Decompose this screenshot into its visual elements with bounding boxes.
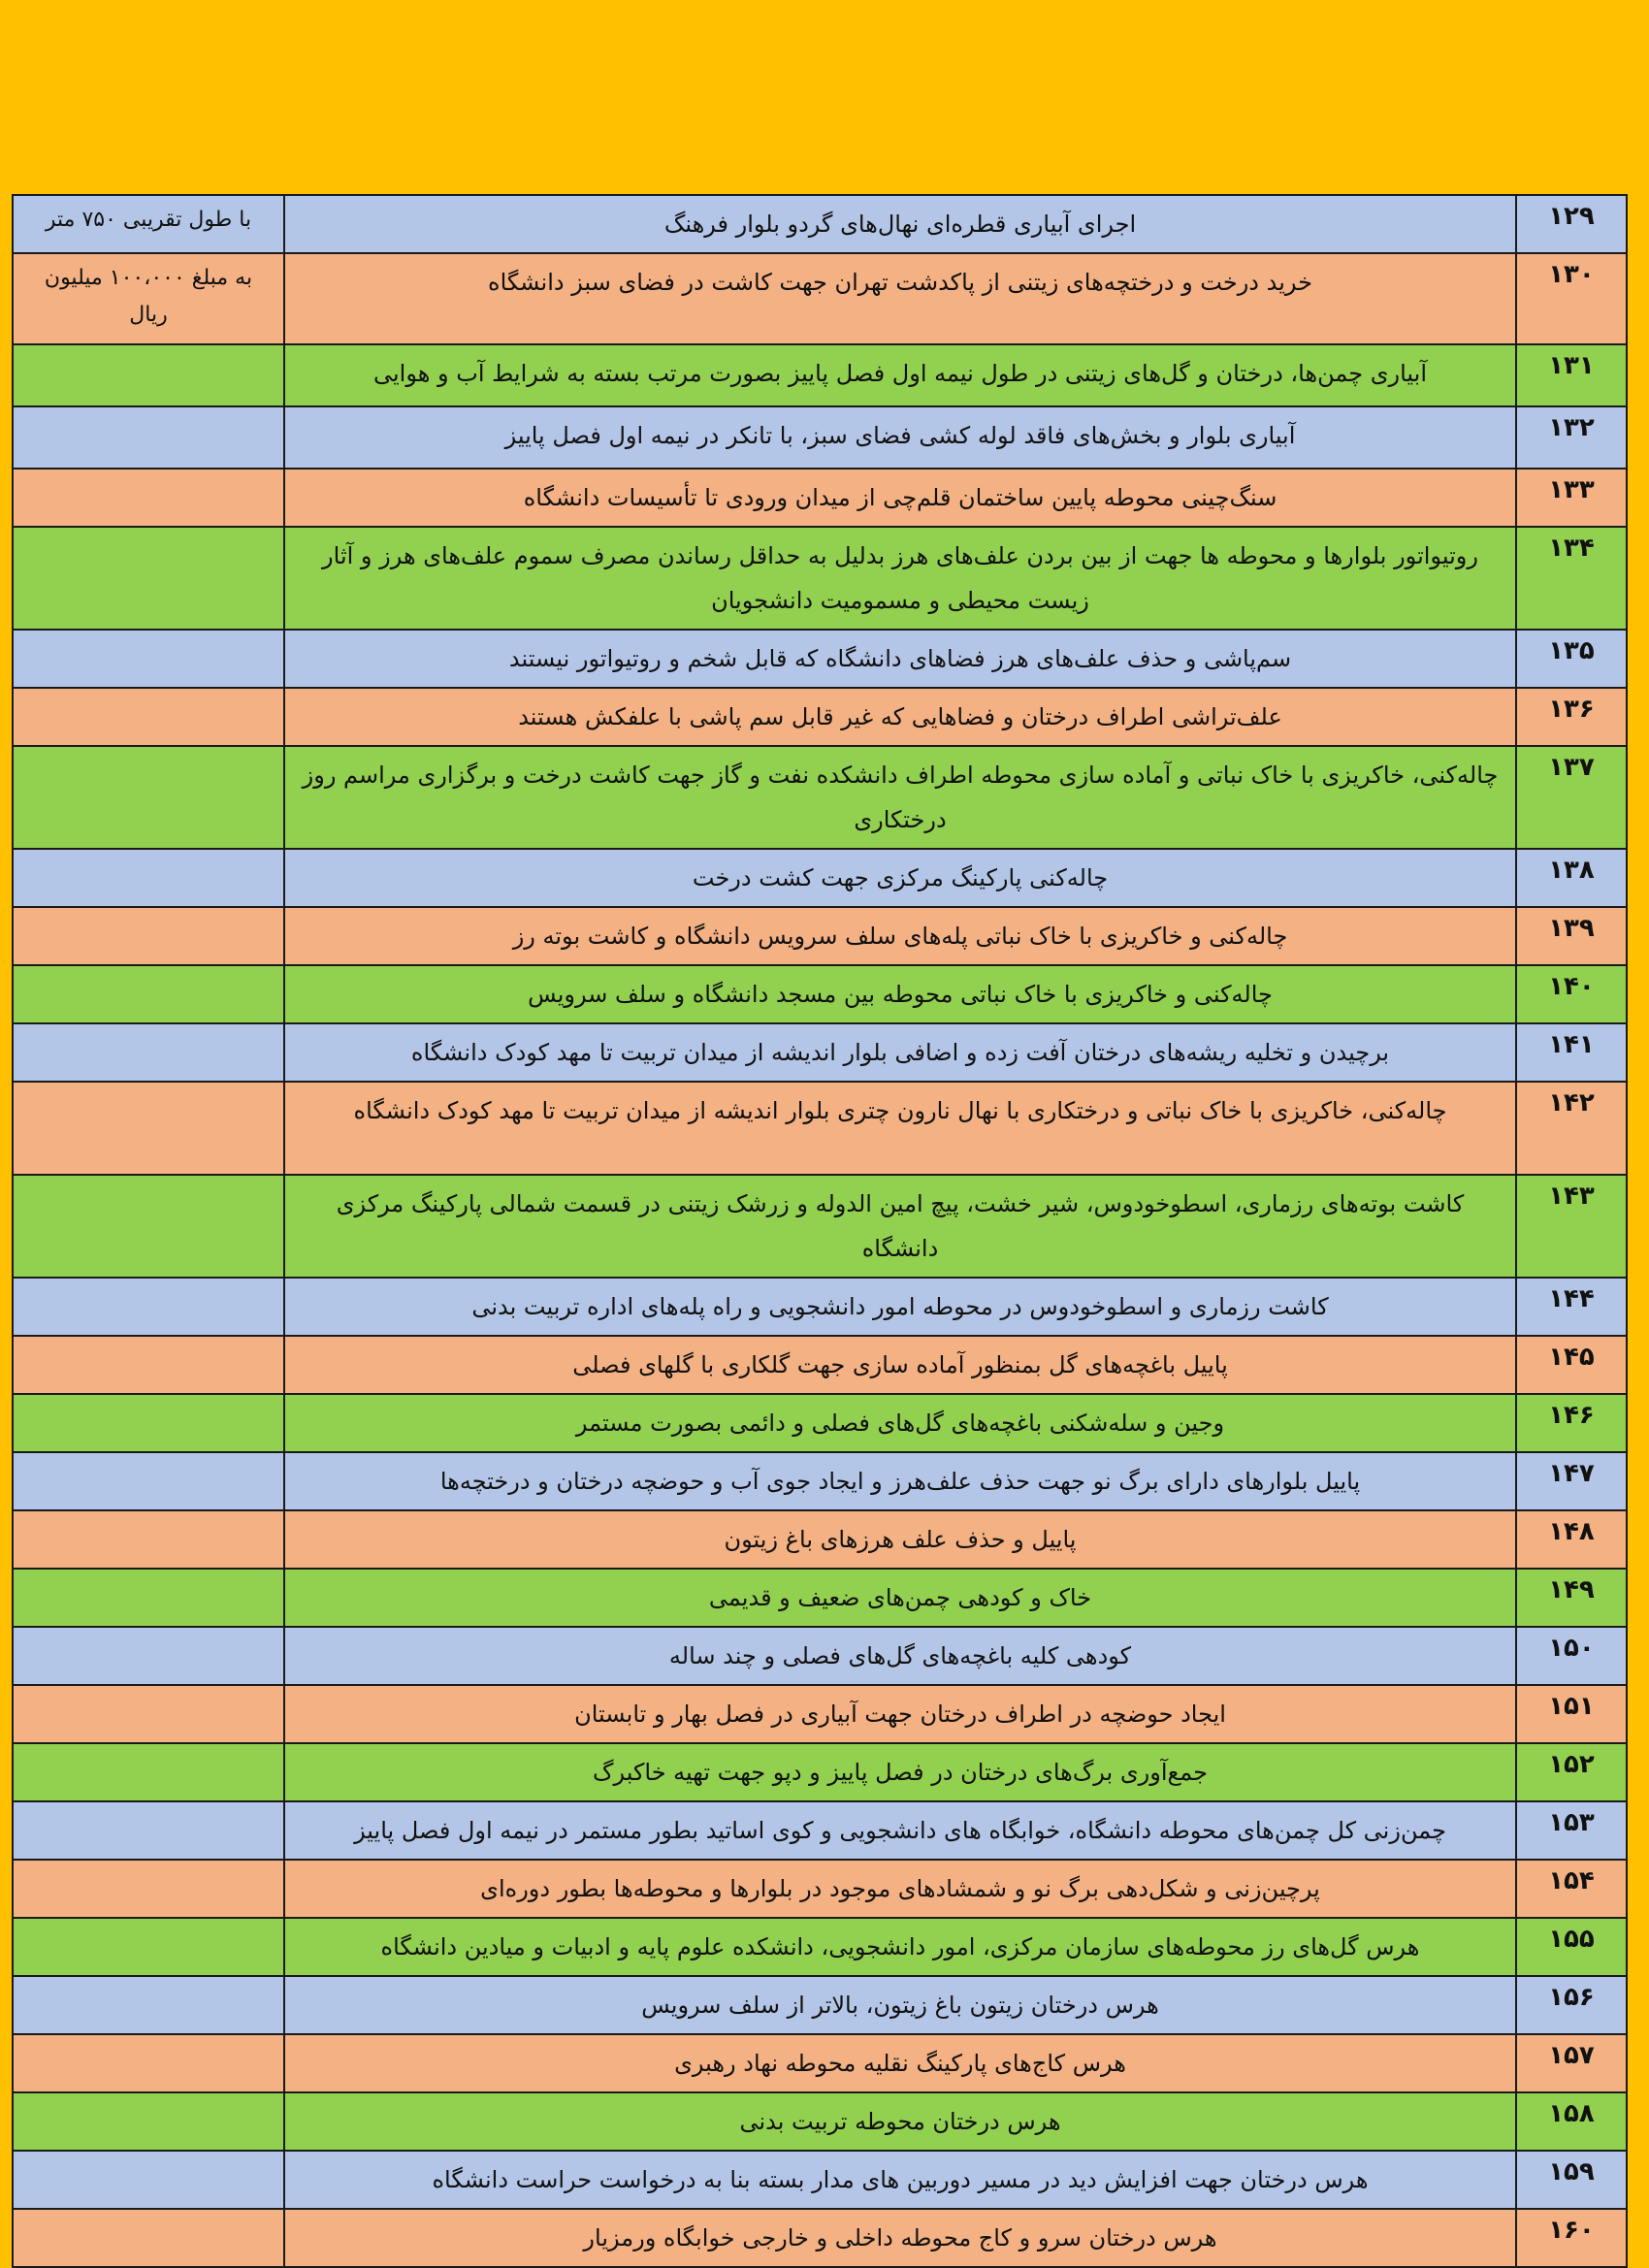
row-number: ۱۴۱ [1516,1023,1627,1082]
row-note [13,1452,284,1510]
table-row [13,1918,1627,1976]
row-number: ۱۴۰ [1516,965,1627,1023]
row-description: هرس گل‌های رز محوطه‌های سازمان مرکزی، امور دانشجویی، دانشکده علوم پایه و ادبیات و میادین دانشگاه [284,1918,1516,1976]
table-row [13,253,1627,344]
row-number: ۱۳۰ [1516,253,1627,344]
row-number: ۱۳۲ [1516,406,1627,469]
row-note [13,630,284,688]
table-row [13,1082,1627,1175]
row-note [13,1569,284,1627]
table-row [13,344,1627,406]
row-note [13,965,284,1023]
works-table [12,194,1628,2268]
row-note [13,344,284,406]
row-number: ۱۴۴ [1516,1278,1627,1336]
table-row [13,907,1627,965]
row-number: ۱۵۸ [1516,2092,1627,2151]
row-description: هرس درختان سرو و کاج محوطه داخلی و خارجی خوابگاه ورمزیار [284,2209,1516,2267]
row-note [13,688,284,746]
row-description: اجرای آبیاری قطره‌ای نهال‌های گردو بلوار فرهنگ [284,195,1516,253]
table-row [13,746,1627,849]
row-note [13,907,284,965]
row-description: روتیواتور بلوارها و محوطه ها جهت از بین بردن علف‌های هرز بدلیل به حداقل رساندن مصرف سموم علف‌های هرز و آثار زیست محیطی و مسمومیت دانشجویان [284,527,1516,630]
table-row [13,1278,1627,1336]
row-number: ۱۴۹ [1516,1569,1627,1627]
table-row [13,469,1627,527]
row-note [13,469,284,527]
row-description: خرید درخت و درختچه‌های زیتنی از پاکدشت تهران جهت کاشت در فضای سبز دانشگاه [284,253,1516,344]
row-description: هرس درختان جهت افزایش دید در مسیر دوربین های مدار بسته بنا به درخواست حراست دانشگاه [284,2151,1516,2209]
row-note [13,2034,284,2092]
table-row [13,2092,1627,2151]
table-row [13,2034,1627,2092]
row-number: ۱۴۸ [1516,1510,1627,1569]
table-row [13,1175,1627,1278]
row-number: ۱۵۰ [1516,1627,1627,1685]
row-description: هرس درختان زیتون باغ زیتون، بالاتر از سلف سرویس [284,1976,1516,2034]
row-description: کاشت رزماری و اسطوخودوس در محوطه امور دانشجویی و راه پله‌های اداره تربیت بدنی [284,1278,1516,1336]
row-description: چاله‌کنی و خاکریزی با خاک نباتی پله‌های سلف سرویس دانشگاه و کاشت بوته رز [284,907,1516,965]
row-note [13,1336,284,1394]
row-note [13,2092,284,2151]
row-number: ۱۵۵ [1516,1918,1627,1976]
row-number: ۱۴۲ [1516,1082,1627,1175]
row-description: کودهی کلیه باغچه‌های گل‌های فصلی و چند ساله [284,1627,1516,1685]
row-number: ۱۳۶ [1516,688,1627,746]
table-row [13,965,1627,1023]
row-number: ۱۵۱ [1516,1685,1627,1743]
row-description: آبیاری بلوار و بخش‌های فاقد لوله کشی فضای سبز، با تانکر در نیمه اول فصل پاییز [284,406,1516,469]
row-number: ۱۳۵ [1516,630,1627,688]
table-row [13,1860,1627,1918]
row-note [13,1023,284,1082]
row-number: ۱۵۲ [1516,1743,1627,1801]
row-number: ۱۴۵ [1516,1336,1627,1394]
row-note: با طول تقریبی ۷۵۰ متر [13,195,284,253]
row-description: چاله‌کنی و خاکریزی با خاک نباتی محوطه بین مسجد دانشگاه و سلف سرویس [284,965,1516,1023]
table-row [13,2209,1627,2267]
row-note [13,2151,284,2209]
row-number: ۱۵۶ [1516,1976,1627,2034]
table-row [13,527,1627,630]
table-row [13,2151,1627,2209]
row-description: چاله‌کنی، خاکریزی با خاک نباتی و درختکاری با نهال نارون چتری بلوار اندیشه از میدان تربیت تا مهد کودک دانشگاه [284,1082,1516,1175]
table-row [13,1976,1627,2034]
row-description: چاله‌کنی، خاکریزی با خاک نباتی و آماده سازی محوطه اطراف دانشکده نفت و گاز جهت کاشت درخت و برگزاری مراسم روز درختکاری [284,746,1516,849]
row-number: ۱۳۱ [1516,344,1627,406]
row-note [13,1510,284,1569]
row-number: ۱۵۷ [1516,2034,1627,2092]
row-note [13,746,284,849]
row-note [13,1175,284,1278]
table-row [13,195,1627,253]
row-note [13,849,284,907]
works-sheet [12,194,1628,2268]
row-description: آبیاری چمن‌ها، درختان و گل‌های زیتنی در طول نیمه اول فصل پاییز بصورت مرتب بسته به شرایط آب و هوایی [284,344,1516,406]
row-number: ۱۵۳ [1516,1801,1627,1860]
row-description: پاییل و حذف علف هرزهای باغ زیتون [284,1510,1516,1569]
table-row [13,1685,1627,1743]
table-row [13,1336,1627,1394]
row-note [13,1082,284,1175]
table-row [13,1394,1627,1452]
row-number: ۱۳۹ [1516,907,1627,965]
row-note [13,2209,284,2267]
row-number: ۱۵۹ [1516,2151,1627,2209]
table-row [13,1743,1627,1801]
table-row [13,688,1627,746]
table-row [13,1452,1627,1510]
row-description: سم‌پاشی و حذف علف‌های هرز فضاهای دانشگاه که قابل شخم و روتیواتور نیستند [284,630,1516,688]
row-description: ایجاد حوضچه در اطراف درختان جهت آبیاری در فصل بهار و تابستان [284,1685,1516,1743]
row-number: ۱۴۶ [1516,1394,1627,1452]
row-note [13,1743,284,1801]
table-row [13,1023,1627,1082]
row-note [13,1394,284,1452]
row-description: وجین و سله‌شکنی باغچه‌های گل‌های فصلی و دائمی بصورت مستمر [284,1394,1516,1452]
row-note [13,527,284,630]
row-number: ۱۲۹ [1516,195,1627,253]
row-number: ۱۴۳ [1516,1175,1627,1278]
row-note [13,1918,284,1976]
row-description: خاک و کودهی چمن‌های ضعیف و قدیمی [284,1569,1516,1627]
row-note [13,1685,284,1743]
row-description: چاله‌کنی پارکینگ مرکزی جهت کشت درخت [284,849,1516,907]
row-number: ۱۳۳ [1516,469,1627,527]
row-note [13,1278,284,1336]
row-number: ۱۳۸ [1516,849,1627,907]
row-description: جمع‌آوری برگ‌های درختان در فصل پاییز و دپو جهت تهیه خاکبرگ [284,1743,1516,1801]
row-description: هرس کاج‌های پارکینگ نقلیه محوطه نهاد رهبری [284,2034,1516,2092]
table-row [13,849,1627,907]
table-row [13,630,1627,688]
row-description: کاشت بوته‌های رزماری، اسطوخودوس، شیر خشت، پیچ امین الدوله و زرشک زیتنی در قسمت شمالی پارکینگ مرکزی دانشگاه [284,1175,1516,1278]
row-description: چمن‌زنی کل چمن‌های محوطه دانشگاه، خوابگاه های دانشجویی و کوی اساتید بطور مستمر در نیمه اول فصل پاییز [284,1801,1516,1860]
row-note: به مبلغ ۱۰۰،۰۰۰ میلیون ریال [13,253,284,344]
table-row [13,1510,1627,1569]
table-row [13,1627,1627,1685]
table-row [13,406,1627,469]
row-description: هرس درختان محوطه تربیت بدنی [284,2092,1516,2151]
row-note [13,1627,284,1685]
row-description: پاییل باغچه‌های گل بمنظور آماده سازی جهت گلکاری با گلهای فصلی [284,1336,1516,1394]
row-number: ۱۶۰ [1516,2209,1627,2267]
row-description: برچیدن و تخلیه ریشه‌های درختان آفت زده و اضافی بلوار اندیشه از میدان تربیت تا مهد کودک دانشگاه [284,1023,1516,1082]
row-description: سنگ‌چینی محوطه پایین ساختمان قلم‌چی از میدان ورودی تا تأسیسات دانشگاه [284,469,1516,527]
row-description: پاییل بلوارهای دارای برگ نو جهت حذف علف‌هرز و ایجاد جوی آب و حوضچه درختان و درختچه‌ها [284,1452,1516,1510]
row-description: پرچین‌زنی و شکل‌دهی برگ نو و شمشادهای موجود در بلوارها و محوطه‌ها بطور دوره‌ای [284,1860,1516,1918]
row-description: علف‌تراشی اطراف درختان و فضاهایی که غیر قابل سم پاشی با علفکش هستند [284,688,1516,746]
row-note [13,406,284,469]
row-number: ۱۳۷ [1516,746,1627,849]
row-number: ۱۳۴ [1516,527,1627,630]
table-row [13,1801,1627,1860]
row-note [13,1976,284,2034]
row-number: ۱۵۴ [1516,1860,1627,1918]
row-note [13,1860,284,1918]
table-row [13,1569,1627,1627]
row-note [13,1801,284,1860]
row-number: ۱۴۷ [1516,1452,1627,1510]
